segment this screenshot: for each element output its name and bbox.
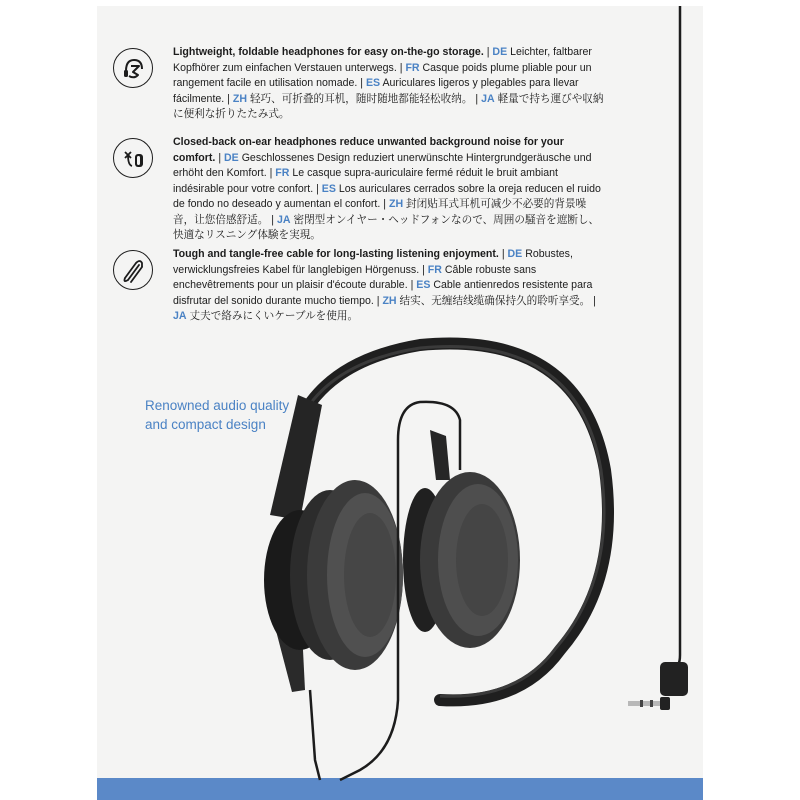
lang-code: ZH <box>232 92 247 105</box>
lang-code: FR <box>405 61 420 74</box>
foldable-headphones-icon <box>113 48 153 88</box>
feature-headline: Lightweight, foldable headphones for easy on-the-go storage. <box>173 46 484 58</box>
feature-text: Lightweight, foldable headphones for easy on-the-go storage. | DE Leichter, faltbarer Kopfhörer zum einfachen Verstauen unterwegs. | FR Casque poids plume pliable pour un rangement facile en utilisation nomade. | ES Auriculares ligeros y plegables para llevar fácilmente. | ZH 轻巧、可折叠的耳机，随时随地都能轻松收纳。 | JA 軽量で持ち運びや収納に便利な折りたたみ式。 <box>173 46 604 120</box>
feature-translation: 丈夫で絡みにくいケーブルを使用。 <box>189 310 359 322</box>
lang-code: ES <box>416 279 431 291</box>
lang-code: ZH <box>388 198 404 210</box>
lang-code: JA <box>481 92 495 105</box>
feature-translation: Câble robuste sans enchevêtrements pour un plaisir d'écoute durable. <box>173 263 537 291</box>
feature-translation: 密閉型オンイヤー・ヘッドフォンなので、周囲の騒音を遮断し、快適なリスニング体験を実現。 <box>173 213 600 241</box>
lang-code: FR <box>275 167 290 179</box>
cable <box>672 6 680 670</box>
lang-code: JA <box>173 310 187 322</box>
feature-translation: Le casque supra-auriculaire fermé réduit le bruit ambiant indésirable pour votre confort. <box>173 167 558 195</box>
feature-headline: Closed-back on-ear headphones reduce unwanted background noise for your comfort. <box>173 136 564 164</box>
right-slider <box>430 430 450 480</box>
lang-code: ES <box>321 182 336 195</box>
lang-code: DE <box>507 248 523 260</box>
lang-code: FR <box>427 263 442 276</box>
lang-code: DE <box>224 151 239 164</box>
feature-translation: Casque poids plume pliable pour un rangement facile en utilisation nomade. <box>173 61 592 89</box>
feature-translation: Leichter, faltbarer Kopfhörer zum einfachen Verstauen unterwegs. <box>173 46 592 74</box>
feature-text: Tough and tangle-free cable for long-lasting listening enjoyment. | DE Robustes, verwicklungsfreies Kabel für langlebigen Hörgenuss. | FR Câble robuste sans enchevêtrements pour un plaisir d'écoute durable. | ES Cable antienredos resistente para disfrutar del sonido durante mucho tiempo. | ZH 结实、无缠结线缆确保持久的聆听享受。 | JA 丈夫で絡みにくいケーブルを使用。 <box>173 248 596 322</box>
jack-plug <box>628 701 662 706</box>
lang-code: ES <box>365 77 381 89</box>
tagline: Renowned audio quality and compact design <box>145 398 290 432</box>
feature-text: Closed-back on-ear headphones reduce unwanted background noise for your comfort. | DE Geschlossenes Design reduziert unerwünschte Hintergrundgeräusche und erhöht den Komfort. | FR Le casque supra-auriculaire fermé réduit le bruit ambiant indésirable pour votre confort. | ES Los auriculares cerrados sobre la oreja reducen el ruido de fondo no deseado y aumentan el confort. | ZH 封闭贴耳式耳机可减少不必要的背景噪音，让您倍感舒适。 | JA 密閉型オンイヤー・ヘッドフォンなので、周囲の騒音を遮断し、快適なリスニング体験を実現。 <box>173 136 601 241</box>
feature-translation: 軽量で持ち運びや収納に便利な折りたたみ式。 <box>173 92 604 120</box>
feature-translation: 结实、无缠结线缆确保持久的聆听享受。 <box>399 294 591 307</box>
feature-translation: 轻巧、可折叠的耳机，随时随地都能轻松收纳。 <box>249 92 473 105</box>
lang-code: ZH <box>382 294 397 307</box>
noise-reduction-icon <box>113 138 153 178</box>
lang-code: DE <box>492 46 508 58</box>
feature-translation: 封闭贴耳式耳机可减少不必要的背景噪音，让您倍感舒适。 <box>173 198 587 226</box>
feature-translation: Cable antienredos resistente para disfrutar del sonido durante mucho tiempo. <box>173 279 593 307</box>
feature-translation: Los auriculares cerrados sobre la oreja reducen el ruido de fondo no deseado y aumentan el confort. <box>173 182 601 210</box>
plug-housing <box>660 662 688 696</box>
feature-headline: Tough and tangle-free cable for long-lasting listening enjoyment. <box>173 248 499 260</box>
feature-translation: Robustes, verwicklungsfreies Kabel für langlebigen Hörgenuss. <box>173 248 573 276</box>
feature-translation: Geschlossenes Design reduziert unerwünschte Hintergrundgeräusche und erhöht den Komfort. <box>173 151 592 179</box>
feature-translation: Auriculares ligeros y plegables para llevar fácilmente. <box>173 77 579 105</box>
tangle-free-cable-icon <box>113 250 153 290</box>
lang-code: JA <box>276 213 291 226</box>
